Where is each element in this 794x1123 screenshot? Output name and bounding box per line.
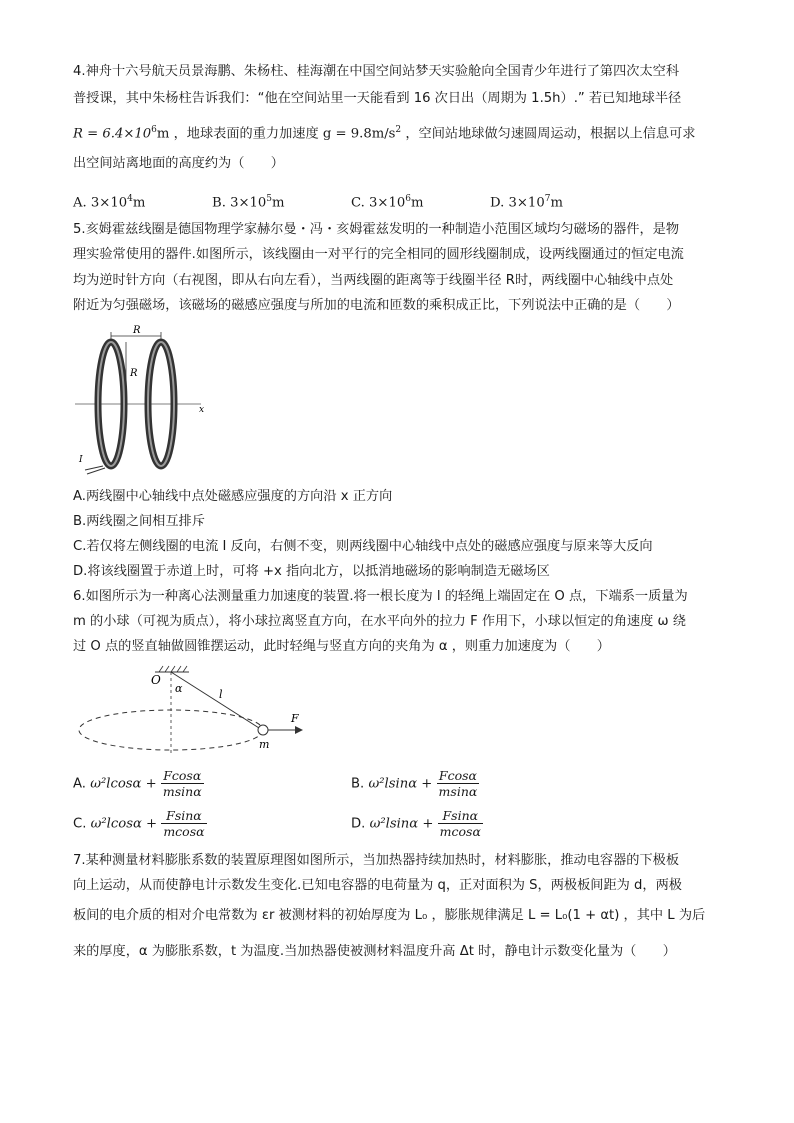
q6-line-1: 6.如图所示为一种离心法测量重力加速度的装置.将一根长度为 l 的轻绳上端固定在 O 点，下端系一质量为 xyxy=(73,589,688,604)
q6-option-b[interactable]: B. ω²lsinα + $\frac{Fcos\alpha}{msin\alpha}$ xyxy=(351,768,478,799)
label-l: l xyxy=(219,688,223,701)
q6-line-3: 过 O 点的竖直轴做圆锥摆运动，此时轻绳与竖直方向的夹角为 α ，则重力加速度为（ ） xyxy=(73,639,610,654)
q4-option-b[interactable]: B. $3\times 10^5m$ xyxy=(212,194,285,211)
q4-line-4: 出空间站离地面的高度约为（ ） xyxy=(73,156,284,171)
radius-expression: R = 6.4×10 xyxy=(73,126,152,142)
q6-line-2: m 的小球（可视为质点），将小球拉离竖直方向，在水平向外的拉力 F 作用下，小球以恒定的角速度 ω 绕 xyxy=(73,614,686,629)
q5-line-1: 5.亥姆霍兹线圈是德国物理学家赫尔曼・冯・亥姆霍兹发明的一种制造小范围区域均匀磁场的器件，是物 xyxy=(73,222,680,237)
q5-option-d[interactable]: D.将该线圈置于赤道上时，可将 +x 指向北方，以抵消地磁场的影响制造无磁场区 xyxy=(73,564,550,579)
q5-line-4: 附近为匀强磁场，该磁场的磁感应强度与所加的电流和匝数的乘积成正比，下列说法中正确的是（ ） xyxy=(73,298,680,313)
q4-line-3: $R = 6.4\times 10^6m$ ，地球表面的重力加速度 $g = 9.8m/s^2$ ，空间站地球做匀速圆周运动，根据以上信息可求 xyxy=(73,125,696,142)
q6-option-d[interactable]: D. ω²lsinα + $\frac{Fsin\alpha}{mcos\alpha}$ xyxy=(351,808,481,839)
q4-line-2: 普授课，其中朱杨柱告诉我们：“他在空间站里一天能看到 16 次日出（周期为 1.5h）.” 若已知地球半径 xyxy=(73,91,682,106)
label-alpha: α xyxy=(175,682,183,695)
label-F: F xyxy=(291,712,299,725)
q5-line-3: 均为逆时针方向（右视图，即从右向左看），当两线圈的距离等于线圈半径 R时，两线圈中心轴线中点处 xyxy=(73,273,674,288)
q4-option-d[interactable]: D. $3\times 10^7m$ xyxy=(490,194,563,211)
label-R-side: R xyxy=(130,368,138,379)
q7-line-4: 来的厚度，α 为膨胀系数，t 为温度.当加热器使被测材料温度升高 Δt 时，静电计示数变化量为（ ） xyxy=(73,944,676,959)
q7-line-3: 板间的电介质的相对介电常数为 εr 被测材料的初始厚度为 L₀ ，膨胀规律满足 L = L₀(1 + αt) ，其中 L 为后 xyxy=(73,908,706,923)
label-O: O xyxy=(151,673,161,687)
q5-option-b[interactable]: B.两线圈之间相互排斥 xyxy=(73,514,205,529)
helmholtz-coil-figure xyxy=(73,320,213,475)
label-I: I xyxy=(79,455,83,465)
q6-option-c[interactable]: C. ω²lcosα + $\frac{Fsin\alpha}{mcos\alpha}$ xyxy=(73,808,205,839)
q4-line-1: 4.神舟十六号航天员景海鹏、朱杨柱、桂海潮在中国空间站梦天实验舱向全国青少年进行了第四次太空科 xyxy=(73,64,680,79)
q4-option-c[interactable]: C. $3\times 10^6m$ xyxy=(351,194,424,211)
q7-line-1: 7.某种测量材料膨胀系数的装置原理图如图所示，当加热器持续加热时，材料膨胀，推动电容器的下极板 xyxy=(73,853,680,868)
conical-pendulum-figure xyxy=(73,662,313,762)
label-x: x xyxy=(199,405,205,415)
q7-line-2: 向上运动，从而使静电计示数发生变化.已知电容器的电荷量为 q，正对面积为 S，两极板间距为 d，两极 xyxy=(73,878,682,893)
q5-option-c[interactable]: C.若仅将左侧线圈的电流 I 反向，右侧不变，则两线圈中心轴线中点处的磁感应强度与原来等大反向 xyxy=(73,539,653,554)
label-m: m xyxy=(259,738,270,751)
q5-option-a[interactable]: A.两线圈中心轴线中点处磁感应强度的方向沿 x 正方向 xyxy=(73,489,393,504)
q6-option-a[interactable]: A. ω²lcosα + $\frac{Fcos\alpha}{msin\alpha}$ xyxy=(73,768,202,799)
q5-line-2: 理实验常使用的器件.如图所示，该线圈由一对平行的完全相同的圆形线圈制成，设两线圈通过的恒定电流 xyxy=(73,247,684,262)
q4-option-a[interactable]: A. $3\times 10^4m$ xyxy=(73,194,146,211)
label-R-top: R xyxy=(133,325,141,336)
